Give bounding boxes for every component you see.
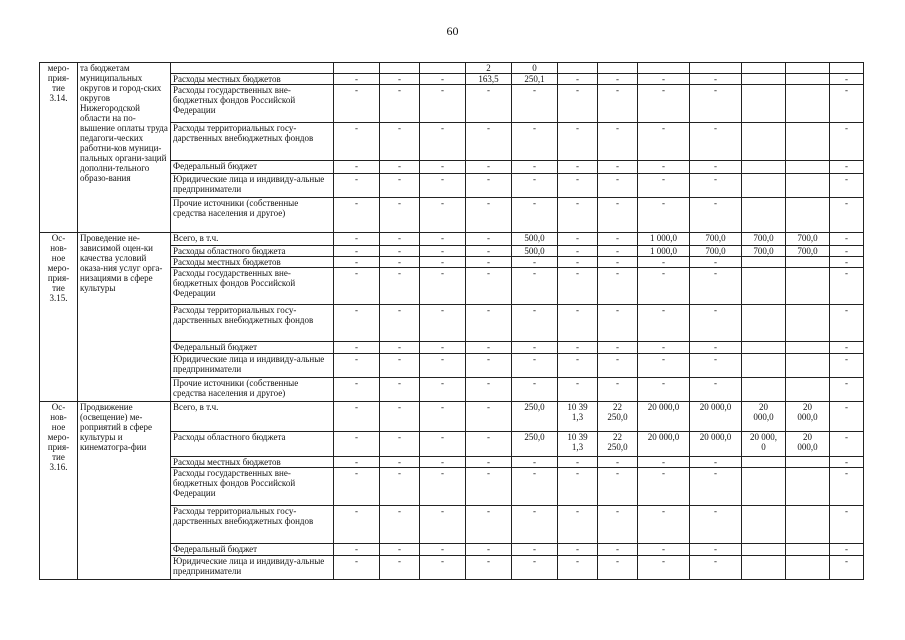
funding-source (171, 63, 334, 74)
amount-cell: - (380, 402, 420, 432)
amount-cell: - (380, 233, 420, 246)
amount-cell: - (558, 556, 598, 580)
amount-cell: - (466, 544, 512, 556)
amount-cell: - (334, 174, 380, 198)
amount-cell: - (598, 74, 638, 85)
amount-cell: - (466, 257, 512, 268)
amount-cell: - (420, 342, 466, 354)
amount-cell: - (598, 468, 638, 506)
amount-cell (786, 342, 830, 354)
amount-cell: - (638, 123, 690, 161)
amount-cell: - (420, 378, 466, 402)
amount-cell: - (420, 233, 466, 246)
amount-cell: - (466, 198, 512, 233)
amount-cell: - (420, 402, 466, 432)
amount-cell: - (466, 305, 512, 342)
amount-cell: - (512, 556, 558, 580)
amount-cell: - (598, 342, 638, 354)
amount-cell: - (558, 378, 598, 402)
amount-cell: - (558, 268, 598, 305)
amount-cell: - (638, 354, 690, 378)
amount-cell: - (638, 174, 690, 198)
amount-cell (786, 457, 830, 468)
amount-cell: - (512, 457, 558, 468)
budget-table (39, 62, 864, 580)
table-row (40, 63, 864, 74)
funding-source: Расходы областного бюджета (171, 246, 334, 257)
amount-cell: - (558, 305, 598, 342)
amount-cell: - (830, 468, 864, 506)
amount-cell (742, 354, 786, 378)
funding-source: Юридические лица и индивиду-альные предприниматели (171, 556, 334, 580)
amount-cell: - (334, 342, 380, 354)
amount-cell: - (466, 161, 512, 174)
amount-cell: - (690, 305, 742, 342)
amount-cell: - (512, 378, 558, 402)
amount-cell: - (466, 123, 512, 161)
amount-cell: - (690, 174, 742, 198)
amount-cell: - (334, 85, 380, 123)
amount-cell: - (420, 257, 466, 268)
activity-title: та бюджетам муниципальных округов и город-ских округов Нижегородской области на по-вышение оплаты труда педагоги-ческих работни-ков муници-пальных органи-заций дополни-тельного образо-вания (78, 63, 171, 233)
amount-cell: - (420, 354, 466, 378)
amount-cell: - (466, 402, 512, 432)
amount-cell: - (512, 85, 558, 123)
amount-cell: 20 000, 0 (742, 432, 786, 457)
amount-cell: - (638, 257, 690, 268)
amount-cell: - (466, 378, 512, 402)
amount-cell: - (598, 354, 638, 378)
funding-source: Расходы государственных вне-бюджетных фондов Российской Федерации (171, 85, 334, 123)
amount-cell: - (420, 305, 466, 342)
amount-cell: - (466, 342, 512, 354)
amount-cell: - (380, 74, 420, 85)
amount-cell: - (558, 257, 598, 268)
amount-cell: - (598, 506, 638, 544)
amount-cell: 250,0 (512, 402, 558, 432)
amount-cell (420, 63, 466, 74)
amount-cell: - (690, 85, 742, 123)
amount-cell: - (420, 246, 466, 257)
amount-cell: - (638, 74, 690, 85)
amount-cell: - (380, 556, 420, 580)
funding-source: Юридические лица и индивиду-альные предприниматели (171, 354, 334, 378)
amount-cell: - (466, 556, 512, 580)
funding-source: Расходы территориальных госу-дарственных внебюджетных фондов (171, 506, 334, 544)
activity-title: Проведение не-зависимой оцен-ки качества условий оказа-ния услуг орга-низациями в сфере культуры (78, 233, 171, 402)
amount-cell (638, 63, 690, 74)
amount-cell: - (380, 506, 420, 544)
amount-cell: - (334, 268, 380, 305)
amount-cell: - (420, 432, 466, 457)
amount-cell: - (830, 74, 864, 85)
amount-cell: - (512, 305, 558, 342)
amount-cell: 250,0 (512, 432, 558, 457)
amount-cell: - (690, 268, 742, 305)
amount-cell (742, 378, 786, 402)
amount-cell (786, 123, 830, 161)
amount-cell: - (830, 354, 864, 378)
amount-cell (786, 544, 830, 556)
amount-cell (742, 268, 786, 305)
amount-cell: - (380, 305, 420, 342)
amount-cell: - (380, 257, 420, 268)
amount-cell: - (830, 85, 864, 123)
amount-cell: - (830, 432, 864, 457)
amount-cell: - (690, 457, 742, 468)
amount-cell (786, 506, 830, 544)
amount-cell: 1 000,0 (638, 246, 690, 257)
amount-cell: 250,1 (512, 74, 558, 85)
amount-cell (786, 174, 830, 198)
amount-cell: - (420, 161, 466, 174)
amount-cell: 20 000,0 (690, 432, 742, 457)
amount-cell: - (420, 506, 466, 544)
amount-cell: - (466, 457, 512, 468)
amount-cell: 700,0 (786, 233, 830, 246)
amount-cell: - (512, 174, 558, 198)
amount-cell: - (690, 74, 742, 85)
amount-cell: - (512, 468, 558, 506)
funding-source: Расходы территориальных госу-дарственных внебюджетных фондов (171, 305, 334, 342)
amount-cell: - (334, 198, 380, 233)
amount-cell: - (638, 85, 690, 123)
amount-cell (742, 556, 786, 580)
amount-cell: - (466, 432, 512, 457)
amount-cell: - (598, 246, 638, 257)
amount-cell: - (690, 506, 742, 544)
amount-cell: - (558, 198, 598, 233)
amount-cell: 500,0 (512, 246, 558, 257)
amount-cell: - (334, 402, 380, 432)
amount-cell: - (334, 161, 380, 174)
amount-cell: - (638, 161, 690, 174)
amount-cell: - (638, 506, 690, 544)
amount-cell: 20 000,0 (638, 432, 690, 457)
amount-cell: - (830, 305, 864, 342)
amount-cell (742, 198, 786, 233)
amount-cell: - (466, 354, 512, 378)
amount-cell: - (638, 268, 690, 305)
amount-cell: - (334, 457, 380, 468)
amount-cell: - (466, 174, 512, 198)
activity-code: Ос- нов- ное меро- прия- тие 3.16. (40, 402, 78, 580)
amount-cell (334, 63, 380, 74)
amount-cell: - (638, 468, 690, 506)
funding-source: Расходы областного бюджета (171, 432, 334, 457)
amount-cell: 20 000,0 (690, 402, 742, 432)
table-row (40, 233, 864, 246)
amount-cell: - (830, 506, 864, 544)
amount-cell (786, 198, 830, 233)
amount-cell: - (334, 354, 380, 378)
amount-cell: - (598, 257, 638, 268)
amount-cell: - (420, 198, 466, 233)
amount-cell: - (380, 123, 420, 161)
amount-cell: 0 (512, 63, 558, 74)
amount-cell (742, 123, 786, 161)
amount-cell (742, 457, 786, 468)
amount-cell: - (830, 402, 864, 432)
amount-cell: - (598, 198, 638, 233)
amount-cell: 1 000,0 (638, 233, 690, 246)
amount-cell: - (690, 198, 742, 233)
amount-cell: 20 000,0 (742, 402, 786, 432)
amount-cell (690, 63, 742, 74)
amount-cell: - (466, 268, 512, 305)
amount-cell: - (638, 457, 690, 468)
amount-cell (786, 257, 830, 268)
amount-cell: - (420, 544, 466, 556)
amount-cell (380, 63, 420, 74)
amount-cell: 700,0 (690, 233, 742, 246)
funding-source: Расходы государственных вне-бюджетных фондов Российской Федерации (171, 268, 334, 305)
amount-cell: 700,0 (742, 233, 786, 246)
amount-cell: - (830, 544, 864, 556)
amount-cell: - (558, 174, 598, 198)
amount-cell (786, 161, 830, 174)
activity-code: Ос- нов- ное меро- прия- тие 3.15. (40, 233, 78, 402)
amount-cell: - (690, 257, 742, 268)
amount-cell: 10 39 1,3 (558, 432, 598, 457)
amount-cell: - (558, 233, 598, 246)
amount-cell: - (830, 378, 864, 402)
amount-cell: - (334, 246, 380, 257)
funding-source: Федеральный бюджет (171, 161, 334, 174)
amount-cell: 700,0 (786, 246, 830, 257)
amount-cell: - (690, 544, 742, 556)
amount-cell (786, 268, 830, 305)
amount-cell: - (334, 233, 380, 246)
amount-cell: - (380, 268, 420, 305)
amount-cell: 2 (466, 63, 512, 74)
amount-cell: - (334, 257, 380, 268)
amount-cell: - (334, 544, 380, 556)
funding-source: Юридические лица и индивиду-альные предприниматели (171, 174, 334, 198)
amount-cell: - (598, 305, 638, 342)
amount-cell: - (690, 378, 742, 402)
amount-cell: - (638, 305, 690, 342)
amount-cell: - (512, 268, 558, 305)
amount-cell (742, 506, 786, 544)
amount-cell: - (380, 342, 420, 354)
amount-cell: - (380, 378, 420, 402)
amount-cell: - (598, 556, 638, 580)
amount-cell: 20 000,0 (786, 432, 830, 457)
amount-cell: - (334, 432, 380, 457)
amount-cell (742, 161, 786, 174)
amount-cell (786, 85, 830, 123)
amount-cell: - (690, 123, 742, 161)
amount-cell: - (598, 268, 638, 305)
amount-cell: - (558, 544, 598, 556)
amount-cell (742, 257, 786, 268)
amount-cell: - (334, 556, 380, 580)
amount-cell: - (420, 468, 466, 506)
funding-source: Расходы местных бюджетов (171, 457, 334, 468)
funding-source: Федеральный бюджет (171, 342, 334, 354)
activity-code: меро- прия- тие 3.14. (40, 63, 78, 233)
amount-cell: 700,0 (742, 246, 786, 257)
amount-cell: 22 250,0 (598, 432, 638, 457)
amount-cell: - (830, 268, 864, 305)
amount-cell: - (830, 161, 864, 174)
amount-cell: - (598, 457, 638, 468)
amount-cell: - (380, 246, 420, 257)
amount-cell: - (830, 556, 864, 580)
amount-cell: - (598, 85, 638, 123)
amount-cell (558, 63, 598, 74)
amount-cell: - (638, 556, 690, 580)
amount-cell: - (512, 354, 558, 378)
amount-cell: - (638, 378, 690, 402)
amount-cell: - (830, 246, 864, 257)
amount-cell: - (334, 123, 380, 161)
amount-cell: - (512, 123, 558, 161)
amount-cell: - (380, 85, 420, 123)
amount-cell: - (334, 74, 380, 85)
amount-cell: - (638, 342, 690, 354)
amount-cell: - (380, 544, 420, 556)
amount-cell: - (830, 457, 864, 468)
funding-source: Расходы территориальных госу-дарственных внебюджетных фондов (171, 123, 334, 161)
activity-title: Продвижение (освещение) ме-роприятий в сфере культуры и кинематогра-фии (78, 402, 171, 580)
amount-cell: 20 000,0 (638, 402, 690, 432)
amount-cell: - (830, 233, 864, 246)
amount-cell: - (466, 233, 512, 246)
amount-cell: 700,0 (690, 246, 742, 257)
amount-cell: - (830, 198, 864, 233)
funding-source: Расходы местных бюджетов (171, 74, 334, 85)
amount-cell: - (598, 378, 638, 402)
amount-cell: - (334, 378, 380, 402)
amount-cell: - (638, 198, 690, 233)
amount-cell: - (380, 198, 420, 233)
funding-source: Прочие источники (собственные средства населения и другое) (171, 198, 334, 233)
amount-cell: - (558, 354, 598, 378)
amount-cell (742, 74, 786, 85)
amount-cell: - (558, 246, 598, 257)
amount-cell (742, 468, 786, 506)
funding-source: Федеральный бюджет (171, 544, 334, 556)
amount-cell (830, 63, 864, 74)
amount-cell: - (690, 468, 742, 506)
amount-cell: - (638, 544, 690, 556)
amount-cell: - (598, 544, 638, 556)
table-row (40, 402, 864, 432)
amount-cell: - (466, 506, 512, 544)
amount-cell: - (420, 556, 466, 580)
amount-cell: 500,0 (512, 233, 558, 246)
amount-cell: - (512, 161, 558, 174)
amount-cell: - (334, 305, 380, 342)
amount-cell: - (690, 342, 742, 354)
amount-cell: 163,5 (466, 74, 512, 85)
amount-cell: - (830, 342, 864, 354)
amount-cell: - (558, 85, 598, 123)
funding-source: Расходы местных бюджетов (171, 257, 334, 268)
page-number: 60 (446, 24, 459, 38)
amount-cell (786, 305, 830, 342)
amount-cell: 22 250,0 (598, 402, 638, 432)
amount-cell: - (830, 257, 864, 268)
amount-cell: - (558, 123, 598, 161)
amount-cell: - (690, 161, 742, 174)
amount-cell: - (334, 468, 380, 506)
amount-cell: - (690, 556, 742, 580)
amount-cell: - (598, 233, 638, 246)
amount-cell: - (334, 506, 380, 544)
funding-source: Всего, в т.ч. (171, 233, 334, 246)
amount-cell: 10 39 1,3 (558, 402, 598, 432)
amount-cell: - (420, 85, 466, 123)
amount-cell: - (380, 468, 420, 506)
amount-cell: - (558, 457, 598, 468)
amount-cell: - (558, 161, 598, 174)
amount-cell (742, 342, 786, 354)
amount-cell (742, 544, 786, 556)
funding-source: Расходы государственных вне-бюджетных фондов Российской Федерации (171, 468, 334, 506)
amount-cell: - (598, 161, 638, 174)
amount-cell (786, 556, 830, 580)
amount-cell (786, 378, 830, 402)
amount-cell: - (558, 342, 598, 354)
amount-cell: - (558, 468, 598, 506)
amount-cell: - (380, 161, 420, 174)
amount-cell (742, 63, 786, 74)
amount-cell: - (420, 174, 466, 198)
amount-cell: - (512, 506, 558, 544)
amount-cell: - (512, 342, 558, 354)
amount-cell (598, 63, 638, 74)
amount-cell: - (420, 74, 466, 85)
amount-cell: - (558, 506, 598, 544)
amount-cell (786, 63, 830, 74)
amount-cell: - (512, 257, 558, 268)
amount-cell (786, 74, 830, 85)
amount-cell: - (466, 468, 512, 506)
amount-cell: - (420, 123, 466, 161)
amount-cell: - (466, 246, 512, 257)
funding-source: Прочие источники (собственные средства населения и другое) (171, 378, 334, 402)
amount-cell: - (830, 123, 864, 161)
amount-cell: - (558, 74, 598, 85)
amount-cell: - (380, 457, 420, 468)
amount-cell: - (420, 457, 466, 468)
amount-cell: - (380, 432, 420, 457)
amount-cell: - (466, 85, 512, 123)
amount-cell: - (380, 174, 420, 198)
amount-cell (742, 174, 786, 198)
amount-cell: - (420, 268, 466, 305)
amount-cell: - (380, 354, 420, 378)
amount-cell (786, 468, 830, 506)
funding-source: Всего, в т.ч. (171, 402, 334, 432)
amount-cell (786, 354, 830, 378)
amount-cell: - (512, 198, 558, 233)
amount-cell: - (512, 544, 558, 556)
amount-cell: - (598, 123, 638, 161)
amount-cell: - (690, 354, 742, 378)
amount-cell (742, 305, 786, 342)
amount-cell (742, 85, 786, 123)
amount-cell: 20 000,0 (786, 402, 830, 432)
amount-cell: - (598, 174, 638, 198)
amount-cell: - (830, 174, 864, 198)
